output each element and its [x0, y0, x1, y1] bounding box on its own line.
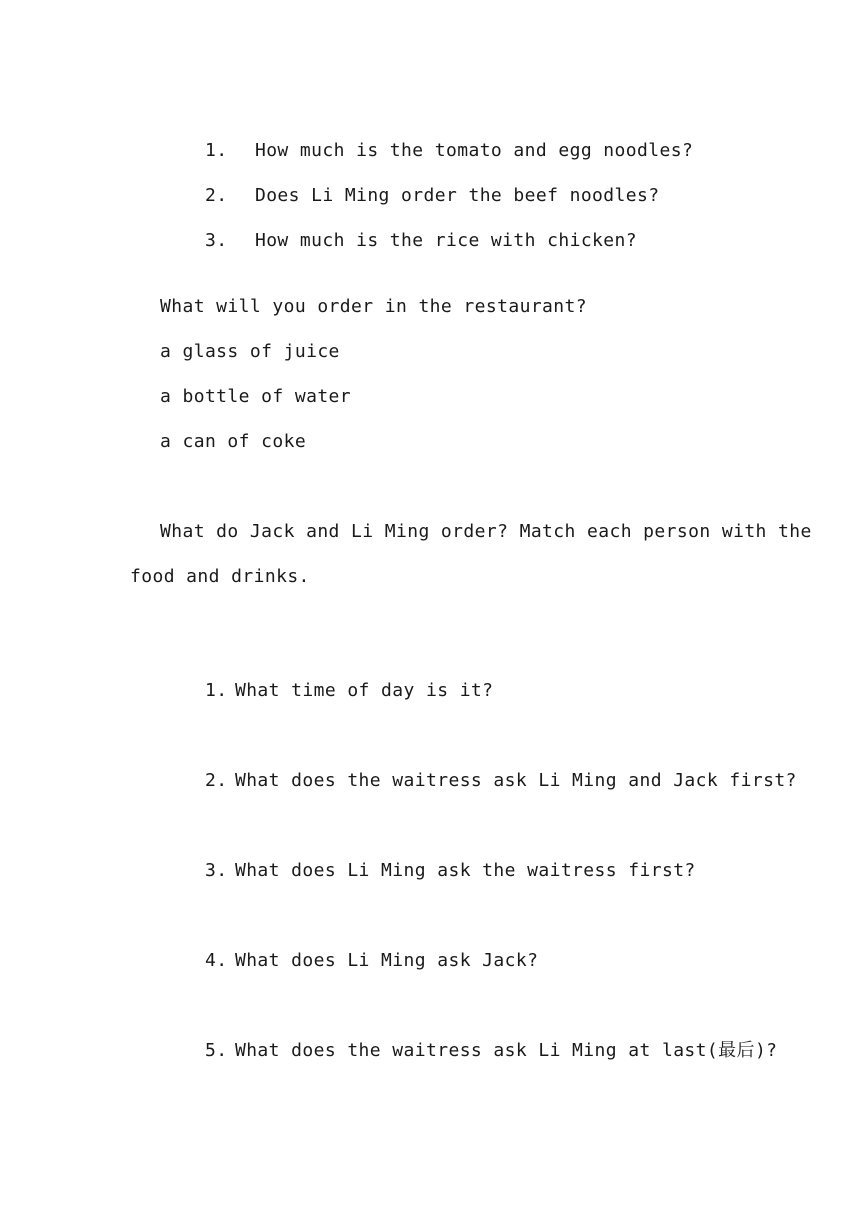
question-item: [160, 835, 696, 907]
question-item: [160, 745, 797, 817]
question-number: 3.: [204, 860, 228, 881]
order-prompt: What will you order in the restaurant?: [160, 296, 588, 317]
question-item: [160, 655, 493, 727]
order-item: a can of coke: [160, 431, 307, 452]
question-item: [160, 205, 637, 277]
question-number: 5.: [204, 1040, 228, 1061]
question-text: How much is the tomato and egg noodles?: [254, 140, 694, 161]
match-instruction-line2: food and drinks.: [130, 566, 310, 587]
question-text: What does Li Ming ask Jack?: [234, 950, 539, 971]
question-text: What time of day is it?: [234, 680, 494, 701]
question-item: [160, 1015, 777, 1087]
order-item: a bottle of water: [160, 386, 352, 407]
match-instruction-line1: What do Jack and Li Ming order? Match each person with the: [160, 521, 812, 542]
question-number: 1.: [204, 140, 228, 161]
order-item: a glass of juice: [160, 341, 340, 362]
question-text: What does the waitress ask Li Ming at last(最后)?: [234, 1040, 778, 1061]
question-number: 2.: [204, 770, 228, 791]
question-item: [160, 925, 538, 997]
question-text: How much is the rice with chicken?: [254, 230, 638, 251]
question-text: What does the waitress ask Li Ming and Jack first?: [234, 770, 797, 791]
question-number: 1.: [204, 680, 228, 701]
question-number: 2.: [204, 185, 228, 206]
question-number: 3.: [204, 230, 228, 251]
question-text: What does Li Ming ask the waitress first?: [234, 860, 696, 881]
question-text: Does Li Ming order the beef noodles?: [254, 185, 660, 206]
question-number: 4.: [204, 950, 228, 971]
